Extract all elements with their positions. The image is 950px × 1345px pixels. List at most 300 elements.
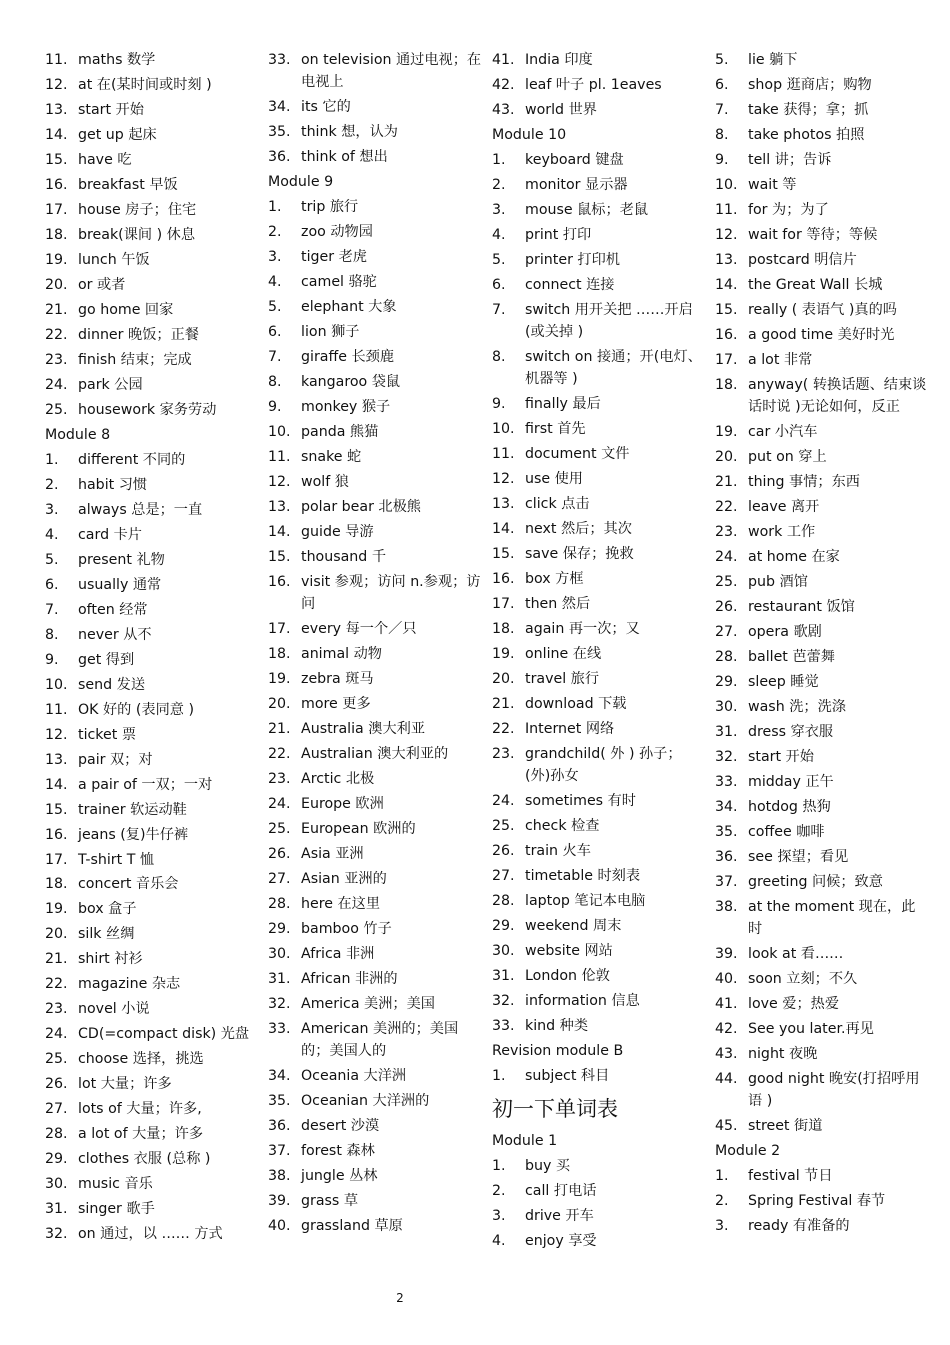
entry-text: document 文件	[525, 446, 630, 463]
entry-text: magazine 杂志	[78, 976, 181, 993]
entry-text: grassland 草原	[301, 1218, 403, 1235]
entry-text: take photos 拍照	[748, 126, 865, 143]
entry-number: 19.	[45, 901, 68, 918]
entry-number: 28.	[715, 648, 738, 665]
entry-number: 33.	[268, 1021, 291, 1038]
entry-text: laptop 笔记本电脑	[525, 893, 646, 910]
entry-number: 6.	[715, 76, 729, 93]
entry-number: 28.	[492, 893, 515, 910]
entry-text: housework 家务劳动	[78, 401, 217, 418]
entry-number: 36.	[268, 149, 291, 166]
page-number: 2	[396, 1291, 404, 1305]
entry-number: 3.	[268, 249, 282, 266]
vocab-entry	[715, 896, 929, 941]
vocab-entry	[45, 1048, 259, 1070]
vocab-entry	[715, 421, 929, 443]
entry-number: 5.	[492, 251, 506, 268]
vocab-entry	[715, 846, 929, 868]
entry-number: 20.	[45, 926, 68, 943]
entry-text: really ( 表语气 )真的吗	[748, 301, 897, 318]
entry-number: 2.	[268, 224, 282, 241]
vocab-entry	[715, 746, 929, 768]
entry-text: click 点击	[525, 496, 590, 513]
entry-number: 15.	[715, 301, 738, 318]
entry-number: 38.	[715, 898, 738, 915]
entry-text: take 获得；拿；抓	[748, 101, 869, 118]
entry-text: get up 起床	[78, 126, 157, 143]
entry-text: download 下载	[525, 696, 627, 713]
entry-number: 26.	[715, 598, 738, 615]
entry-number: 13.	[45, 101, 68, 118]
vocab-entry	[268, 693, 482, 715]
entry-text: jungle 丛林	[301, 1168, 378, 1185]
vocab-entry	[268, 1165, 482, 1187]
entry-number: 25.	[492, 818, 515, 835]
entry-text: see 探望；看见	[748, 848, 849, 865]
entry-number: 19.	[492, 646, 515, 663]
vocab-entry	[268, 1065, 482, 1087]
vocab-entry	[715, 646, 929, 668]
entry-text: a good time 美好时光	[748, 326, 895, 343]
vocab-entry	[715, 471, 929, 493]
entry-number: 1.	[268, 199, 282, 216]
entry-text: greeting 问候；致意	[748, 873, 883, 890]
entry-number: 9.	[268, 399, 282, 416]
vocab-entry	[45, 749, 259, 771]
vocab-entry	[268, 743, 482, 765]
vocab-entry	[45, 699, 259, 721]
entry-text: good night 晚安(打招呼用语 )	[748, 1070, 920, 1110]
vocab-entry	[715, 943, 929, 965]
vocab-entry	[45, 599, 259, 621]
entry-number: 14.	[492, 521, 515, 538]
vocab-entry	[45, 249, 259, 271]
entry-number: 9.	[492, 396, 506, 413]
vocab-entry	[492, 274, 706, 296]
entry-number: 7.	[45, 601, 59, 618]
vocab-entry	[492, 718, 706, 740]
entry-text: shop 逛商店；购物	[748, 76, 872, 93]
column-3	[492, 49, 706, 1255]
vocab-entry	[715, 696, 929, 718]
entry-text: drive 开车	[525, 1207, 594, 1224]
vocab-entry	[45, 1148, 259, 1170]
entry-number: 32.	[268, 996, 291, 1013]
vocab-entry	[715, 1043, 929, 1065]
entry-text: then 然后	[525, 596, 591, 613]
entry-number: 41.	[715, 996, 738, 1013]
vocab-entry	[268, 49, 482, 94]
entry-text: at home 在家	[748, 549, 840, 565]
entry-text: go home 回家	[78, 301, 174, 318]
entry-text: shirt 衬衫	[78, 951, 143, 968]
vocab-entry	[268, 918, 482, 940]
entry-number: 30.	[715, 698, 738, 715]
entry-number: 1.	[492, 151, 506, 168]
vocab-entry	[268, 321, 482, 343]
column-2	[268, 49, 482, 1240]
module-heading: Module 10	[492, 126, 567, 143]
entry-text: house 房子；住宅	[78, 201, 197, 218]
entry-number: 11.	[492, 446, 515, 463]
entry-text: a pair of 一双；一对	[78, 776, 213, 793]
vocab-entry	[45, 549, 259, 571]
vocab-entry	[45, 948, 259, 970]
entry-number: 2.	[715, 1193, 729, 1210]
entry-number: 21.	[45, 951, 68, 968]
entry-number: 9.	[715, 151, 729, 168]
entry-number: 40.	[715, 971, 738, 988]
entry-text: maths 数学	[78, 52, 156, 68]
vocab-entry	[715, 49, 929, 71]
vocab-entry	[45, 399, 259, 421]
vocab-entry	[268, 346, 482, 368]
entry-text: singer 歌手	[78, 1201, 155, 1218]
vocab-entry	[492, 418, 706, 440]
entry-number: 4.	[45, 526, 59, 543]
vocab-entry	[492, 1155, 706, 1177]
vocab-entry	[492, 643, 706, 665]
entry-number: 25.	[715, 573, 738, 590]
entry-number: 22.	[268, 746, 291, 763]
entry-text: dress 穿衣服	[748, 723, 834, 740]
vocab-entry	[268, 793, 482, 815]
entry-text: more 更多	[301, 696, 371, 713]
vocab-entry	[492, 890, 706, 912]
entry-text: website 网站	[525, 943, 613, 960]
vocab-entry	[45, 349, 259, 371]
entry-number: 1.	[45, 451, 59, 468]
vocab-entry	[45, 1023, 259, 1045]
entry-text: camel 骆驼	[301, 274, 377, 291]
entry-number: 10.	[45, 676, 68, 693]
vocab-entry	[268, 196, 482, 218]
entry-number: 16.	[45, 826, 68, 843]
entry-number: 22.	[45, 326, 68, 343]
vocab-entry	[268, 868, 482, 890]
entry-number: 2.	[45, 476, 59, 493]
vocab-entry	[715, 621, 929, 643]
vocab-entry	[268, 446, 482, 468]
vocab-entry	[268, 1018, 482, 1063]
entry-number: 39.	[715, 946, 738, 963]
entry-number: 42.	[715, 1021, 738, 1038]
entry-text: Oceanian 大洋洲的	[301, 1093, 430, 1110]
vocab-entry	[45, 774, 259, 796]
entry-number: 27.	[45, 1101, 68, 1118]
vocab-entry	[45, 574, 259, 596]
entry-text: timetable 时刻表	[525, 868, 641, 885]
entry-number: 24.	[268, 796, 291, 813]
entry-text: forest 森林	[301, 1143, 375, 1160]
vocab-entry	[715, 821, 929, 843]
entry-number: 19.	[715, 424, 738, 441]
entry-text: wait for 等待；等候	[748, 226, 878, 243]
entry-number: 14.	[45, 776, 68, 793]
entry-text: midday 正午	[748, 773, 834, 790]
entry-text: train 火车	[525, 843, 591, 860]
entry-text: lot 大量；许多	[78, 1076, 172, 1093]
entry-text: lots of 大量；许多,	[78, 1101, 202, 1118]
entry-number: 19.	[45, 251, 68, 268]
entry-text: next 然后；其次	[525, 521, 632, 538]
vocab-entry	[492, 693, 706, 715]
vocab-entry	[268, 146, 482, 168]
entry-text: work 工作	[748, 524, 816, 541]
entry-number: 8.	[492, 349, 506, 366]
entry-text: save 保存；挽救	[525, 546, 634, 563]
entry-number: 27.	[492, 868, 515, 885]
vocab-entry	[268, 718, 482, 740]
entry-number: 5.	[715, 52, 729, 68]
entry-text: thing 事情；东西	[748, 474, 860, 491]
entry-text: dinner 晚饭；正餐	[78, 326, 199, 343]
entry-text: giraffe 长颈鹿	[301, 349, 395, 366]
entry-number: 27.	[268, 871, 291, 888]
entry-text: jeans (复)牛仔裤	[78, 826, 189, 843]
entry-text: on 通过，以 …… 方式	[78, 1226, 223, 1243]
entry-text: wash 洗；洗涤	[748, 698, 846, 715]
module-heading: Module 2	[715, 1143, 781, 1160]
entry-text: keyboard 键盘	[525, 151, 624, 168]
vocab-entry	[492, 743, 706, 788]
entry-number: 20.	[715, 449, 738, 466]
entry-text: clothes 衣服 (总称 )	[78, 1151, 211, 1168]
vocab-entry	[268, 396, 482, 418]
entry-number: 43.	[492, 101, 515, 118]
vocab-entry	[45, 799, 259, 821]
entry-number: 7.	[715, 101, 729, 118]
vocab-entry	[715, 968, 929, 990]
module-heading: Module 9	[268, 174, 334, 191]
vocab-entry	[45, 724, 259, 746]
vocab-entry	[45, 898, 259, 920]
vocab-entry	[715, 1215, 929, 1237]
entry-text: mouse 鼠标；老鼠	[525, 201, 649, 218]
vocab-entry	[715, 596, 929, 618]
entry-text: India 印度	[525, 52, 593, 68]
vocab-entry	[492, 1180, 706, 1202]
entry-number: 33.	[715, 773, 738, 790]
entry-number: 34.	[268, 99, 291, 116]
vocab-entry	[492, 815, 706, 837]
entry-number: 16.	[715, 326, 738, 343]
vocab-entry	[45, 1198, 259, 1220]
vocab-entry	[268, 1190, 482, 1212]
entry-number: 1.	[715, 1168, 729, 1185]
entry-number: 14.	[715, 276, 738, 293]
entry-text: monkey 猴子	[301, 399, 391, 416]
entry-number: 18.	[715, 376, 738, 393]
entry-number: 34.	[715, 798, 738, 815]
vocab-entry	[268, 818, 482, 840]
entry-text: weekend 周末	[525, 918, 622, 935]
vocab-entry	[715, 224, 929, 246]
entry-number: 30.	[268, 946, 291, 963]
entry-number: 3.	[492, 1207, 506, 1224]
entry-number: 16.	[492, 571, 515, 588]
entry-number: 31.	[715, 723, 738, 740]
entry-text: enjoy 享受	[525, 1232, 597, 1249]
entry-number: 45.	[715, 1118, 738, 1135]
vocab-entry	[45, 299, 259, 321]
entry-number: 24.	[492, 793, 515, 810]
module-heading: Module 1	[492, 1132, 558, 1149]
entry-number: 6.	[492, 276, 506, 293]
entry-text: thousand 千	[301, 549, 387, 565]
entry-number: 39.	[268, 1193, 291, 1210]
vocab-entry	[268, 1140, 482, 1162]
vocab-entry	[492, 468, 706, 490]
vocab-entry	[715, 374, 929, 419]
vocab-entry	[492, 1230, 706, 1252]
vocab-entry	[492, 174, 706, 196]
entry-text: print 打印	[525, 226, 592, 243]
entry-number: 20.	[492, 671, 515, 688]
entry-number: 11.	[715, 201, 738, 218]
vocab-entry	[45, 49, 259, 71]
entry-number: 44.	[715, 1070, 738, 1087]
entry-number: 22.	[492, 721, 515, 738]
entry-number: 29.	[715, 673, 738, 690]
entry-number: 17.	[715, 351, 738, 368]
entry-text: Australian 澳大利亚的	[301, 746, 449, 763]
entry-number: 18.	[492, 621, 515, 638]
entry-number: 1.	[492, 1157, 506, 1174]
entry-number: 4.	[492, 226, 506, 243]
entry-number: 23.	[268, 771, 291, 788]
entry-number: 20.	[45, 276, 68, 293]
vocab-entry	[715, 446, 929, 468]
vocab-entry	[45, 474, 259, 496]
entry-text: love 爱；热爱	[748, 996, 840, 1013]
vocab-entry	[268, 371, 482, 393]
vocab-entry	[492, 493, 706, 515]
entry-text: desert 沙漠	[301, 1118, 380, 1135]
entry-number: 24.	[45, 1026, 68, 1043]
vocab-entry	[492, 1205, 706, 1227]
vocab-entry	[45, 174, 259, 196]
entry-number: 5.	[45, 551, 59, 568]
entry-text: snake 蛇	[301, 449, 362, 466]
entry-number: 18.	[45, 226, 68, 243]
vocab-entry	[45, 873, 259, 895]
vocab-entry	[715, 671, 929, 693]
entry-number: 26.	[492, 843, 515, 860]
entry-number: 23.	[492, 746, 515, 763]
entry-number: 41.	[492, 52, 515, 68]
vocab-entry	[492, 1015, 706, 1037]
entry-number: 2.	[492, 1182, 506, 1199]
entry-text: OK 好的 (表同意 )	[78, 701, 195, 718]
entry-text: tell 讲；告诉	[748, 151, 832, 168]
entry-number: 12.	[45, 726, 68, 743]
entry-text: hotdog 热狗	[748, 798, 831, 815]
entry-text: Europe 欧洲	[301, 796, 384, 813]
entry-number: 32.	[492, 993, 515, 1010]
entry-number: 19.	[268, 671, 291, 688]
vocab-entry	[268, 668, 482, 690]
entry-number: 21.	[715, 474, 738, 491]
entry-text: guide 导游	[301, 524, 374, 541]
entry-text: here 在这里	[301, 896, 381, 913]
vocab-entry	[492, 393, 706, 415]
vocab-entry	[492, 149, 706, 171]
vocab-entry	[45, 824, 259, 846]
entry-number: 36.	[715, 848, 738, 865]
vocab-entry	[268, 246, 482, 268]
entry-text: See you later.再见	[748, 1021, 874, 1038]
entry-text: box 方框	[525, 571, 584, 588]
vocab-entry	[715, 571, 929, 593]
entry-number: 7.	[268, 349, 282, 366]
entry-text: never 从不	[78, 626, 152, 643]
entry-number: 14.	[45, 126, 68, 143]
entry-number: 12.	[492, 471, 515, 488]
entry-text: use 使用	[525, 471, 583, 488]
entry-text: every 每一个／只	[301, 621, 417, 638]
entry-text: T-shirt T 恤	[78, 851, 155, 868]
entry-number: 6.	[45, 576, 59, 593]
entry-text: trip 旅行	[301, 199, 359, 216]
vocab-entry	[45, 274, 259, 296]
entry-text: kind 种类	[525, 1018, 589, 1035]
entry-number: 29.	[268, 921, 291, 938]
entry-number: 25.	[268, 821, 291, 838]
vocab-entry	[492, 840, 706, 862]
entry-number: 12.	[268, 474, 291, 491]
vocab-entry	[492, 99, 706, 121]
vocab-entry	[492, 1065, 706, 1087]
vocab-entry	[268, 993, 482, 1015]
vocab-entry	[268, 421, 482, 443]
entry-text: monitor 显示器	[525, 176, 628, 193]
vocab-entry	[268, 521, 482, 543]
vocab-entry	[45, 1073, 259, 1095]
entry-text: information 信息	[525, 993, 640, 1010]
entry-text: again 再一次；又	[525, 621, 640, 638]
entry-text: card 卡片	[78, 526, 142, 543]
vocab-entry	[268, 843, 482, 865]
entry-text: online 在线	[525, 646, 602, 663]
vocab-entry	[715, 249, 929, 271]
vocab-entry	[45, 649, 259, 671]
entry-number: 12.	[715, 226, 738, 243]
entry-number: 13.	[268, 499, 291, 516]
entry-text: sometimes 有时	[525, 793, 636, 810]
entry-number: 17.	[492, 596, 515, 613]
entry-number: 15.	[45, 151, 68, 168]
entry-number: 11.	[45, 701, 68, 718]
entry-text: world 世界	[525, 101, 597, 118]
entry-number: 31.	[492, 968, 515, 985]
vocab-entry	[715, 871, 929, 893]
entry-number: 35.	[268, 124, 291, 141]
module-heading: Revision module B	[492, 1043, 624, 1060]
entry-number: 21.	[492, 696, 515, 713]
entry-number: 16.	[268, 573, 291, 590]
vocab-entry	[45, 1173, 259, 1195]
entry-number: 9.	[45, 651, 59, 668]
entry-number: 11.	[45, 52, 68, 68]
entry-text: street 街道	[748, 1118, 823, 1135]
entry-text: first 首先	[525, 421, 586, 438]
vocab-entry	[45, 1123, 259, 1145]
entry-number: 15.	[268, 549, 291, 565]
vocab-entry	[45, 1223, 259, 1245]
entry-text: coffee 咖啡	[748, 823, 825, 840]
vocab-entry	[268, 1115, 482, 1137]
